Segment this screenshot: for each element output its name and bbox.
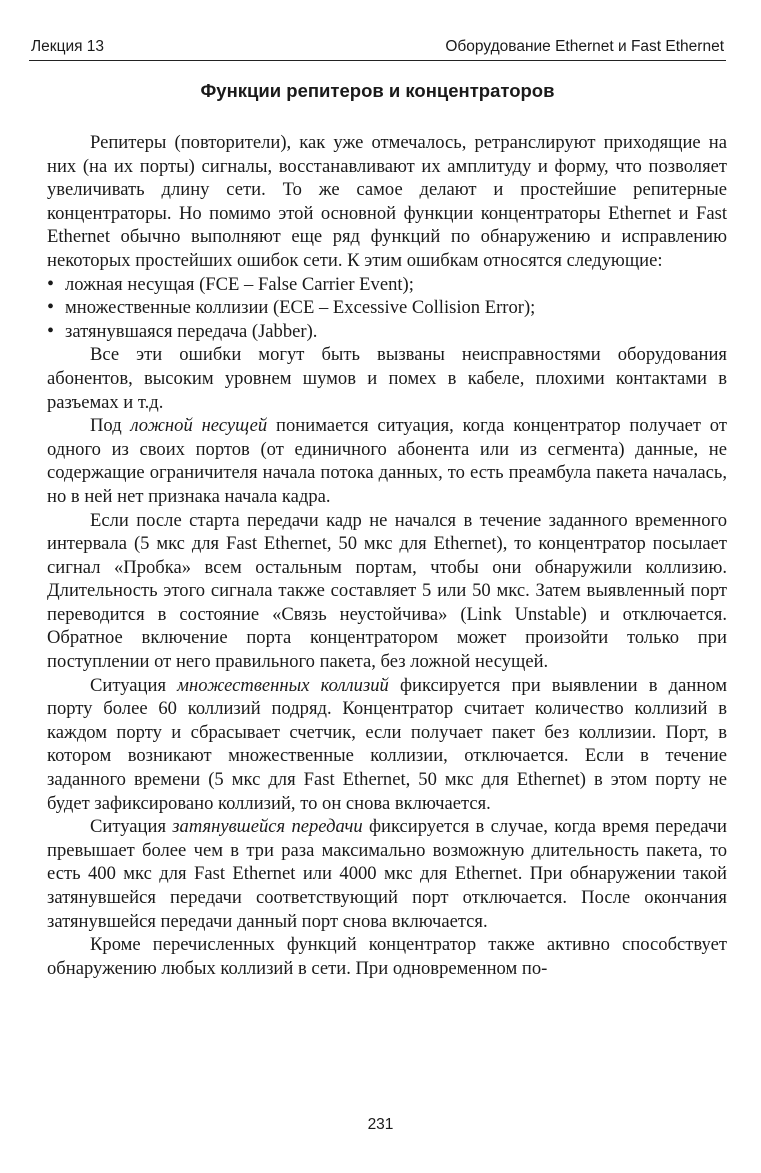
text-run: фиксируется в случае, когда время передачи превышает более чем в три раза максимально возможную длительность пакета, то есть 400 мкс для Fast Ethernet или 4000 мкс для Ethernet. При обнаружении такой затянувшейся передачи соответствующий порт отключается. После окончания затянувшейся передачи данный порт снова включается. — [47, 816, 728, 932]
paragraph-jam-signal: Если после старта передачи кадр не начался в течение заданного временного интервала (5 мкс для Fast Ethernet, 50 мкс для Ethernet), то концентратор посылает сигнал «Пробка» всем остальным портам, чтобы они обнаружили коллизию. Длительность этого сигнала также составляет 5 или 50 мкс. Затем выявленный порт переводится в состояние «Связь неустойчива» (Link Unstable) и отключается. Обратное включение порта концентратором может произойти только при поступлении от него правильного пакета, без ложной несущей. — [47, 509, 727, 673]
page-number: 231 — [367, 1116, 394, 1133]
paragraph-jabber — [47, 815, 727, 933]
list-item: • ложная несущая (FCE – False Carrier Event); — [47, 273, 727, 297]
section-title: Функции репитеров и концентраторов — [200, 80, 555, 101]
paragraph-intro: Репитеры (повторители), как уже отмечалось, ретранслируют приходящие на них (на их порты) сигналы, восстанавливают их амплитуду и форму, что позволяет увеличивать длину сети. То же самое делают и простейшие репитерные концентраторы. Но помимо этой основной функции концентраторы Ethernet и Fast Ethernet обычно выполняют еще ряд функций по обнаружению и исправлению некоторых простейших ошибок сети. К этим ошибкам относятся следующие: — [47, 132, 727, 271]
header-lecture-label: Лекция 13 — [31, 38, 105, 55]
list-item: • множественные коллизии (ECE – Excessive Collision Error); — [47, 296, 727, 320]
text-run: Ситуация — [90, 816, 173, 838]
term-jabber: затянувшейся передачи — [172, 816, 363, 838]
paragraph-causes: Все эти ошибки могут быть вызваны неисправностями оборудования абонентов, высоким уровнем шумов и помех в кабеле, плохими контактами в разъемах и т.д. — [47, 344, 727, 413]
list-item: • затянувшаяся передача (Jabber). — [47, 320, 727, 344]
paragraph-false-carrier — [47, 414, 727, 508]
error-list — [47, 273, 727, 344]
paragraph-multiple-collisions — [47, 674, 727, 816]
term-multiple-collisions: множественных коллизий — [177, 674, 389, 696]
paragraph-collision-detection: Кроме перечисленных функций концентратор также активно способствует обнаружению любых коллизий в сети. При одновременном по- — [47, 934, 727, 979]
text-run: фиксируется при выявлении в данном порту более 60 коллизий подряд. Концентратор считает количество коллизий в каждом порту и сбрасывает счетчик, если получает пакет без коллизии. Порт, в котором возникают множественные коллизии, отключается. Если в течение заданного времени (5 мкс для Fast Ethernet, 50 мкс для Ethernet) в этом порту не будет зафиксировано коллизий, то он снова включается. — [47, 674, 727, 814]
text-run: Ситуация — [90, 674, 178, 696]
text-run: Под — [90, 415, 131, 437]
text-run: понимается ситуация, когда концентратор получает от одного из своих портов (от единичного абонента или из сегмента) данные, не содержащие ограничителя начала потока данных, то есть преамбула пакета началась, но в ней нет признака начала кадра. — [47, 415, 727, 507]
header-chapter-title: Оборудование Ethernet и Fast Ethernet — [445, 38, 724, 55]
running-header — [29, 38, 726, 61]
body-text — [47, 131, 727, 980]
term-false-carrier: ложной несущей — [130, 415, 268, 437]
